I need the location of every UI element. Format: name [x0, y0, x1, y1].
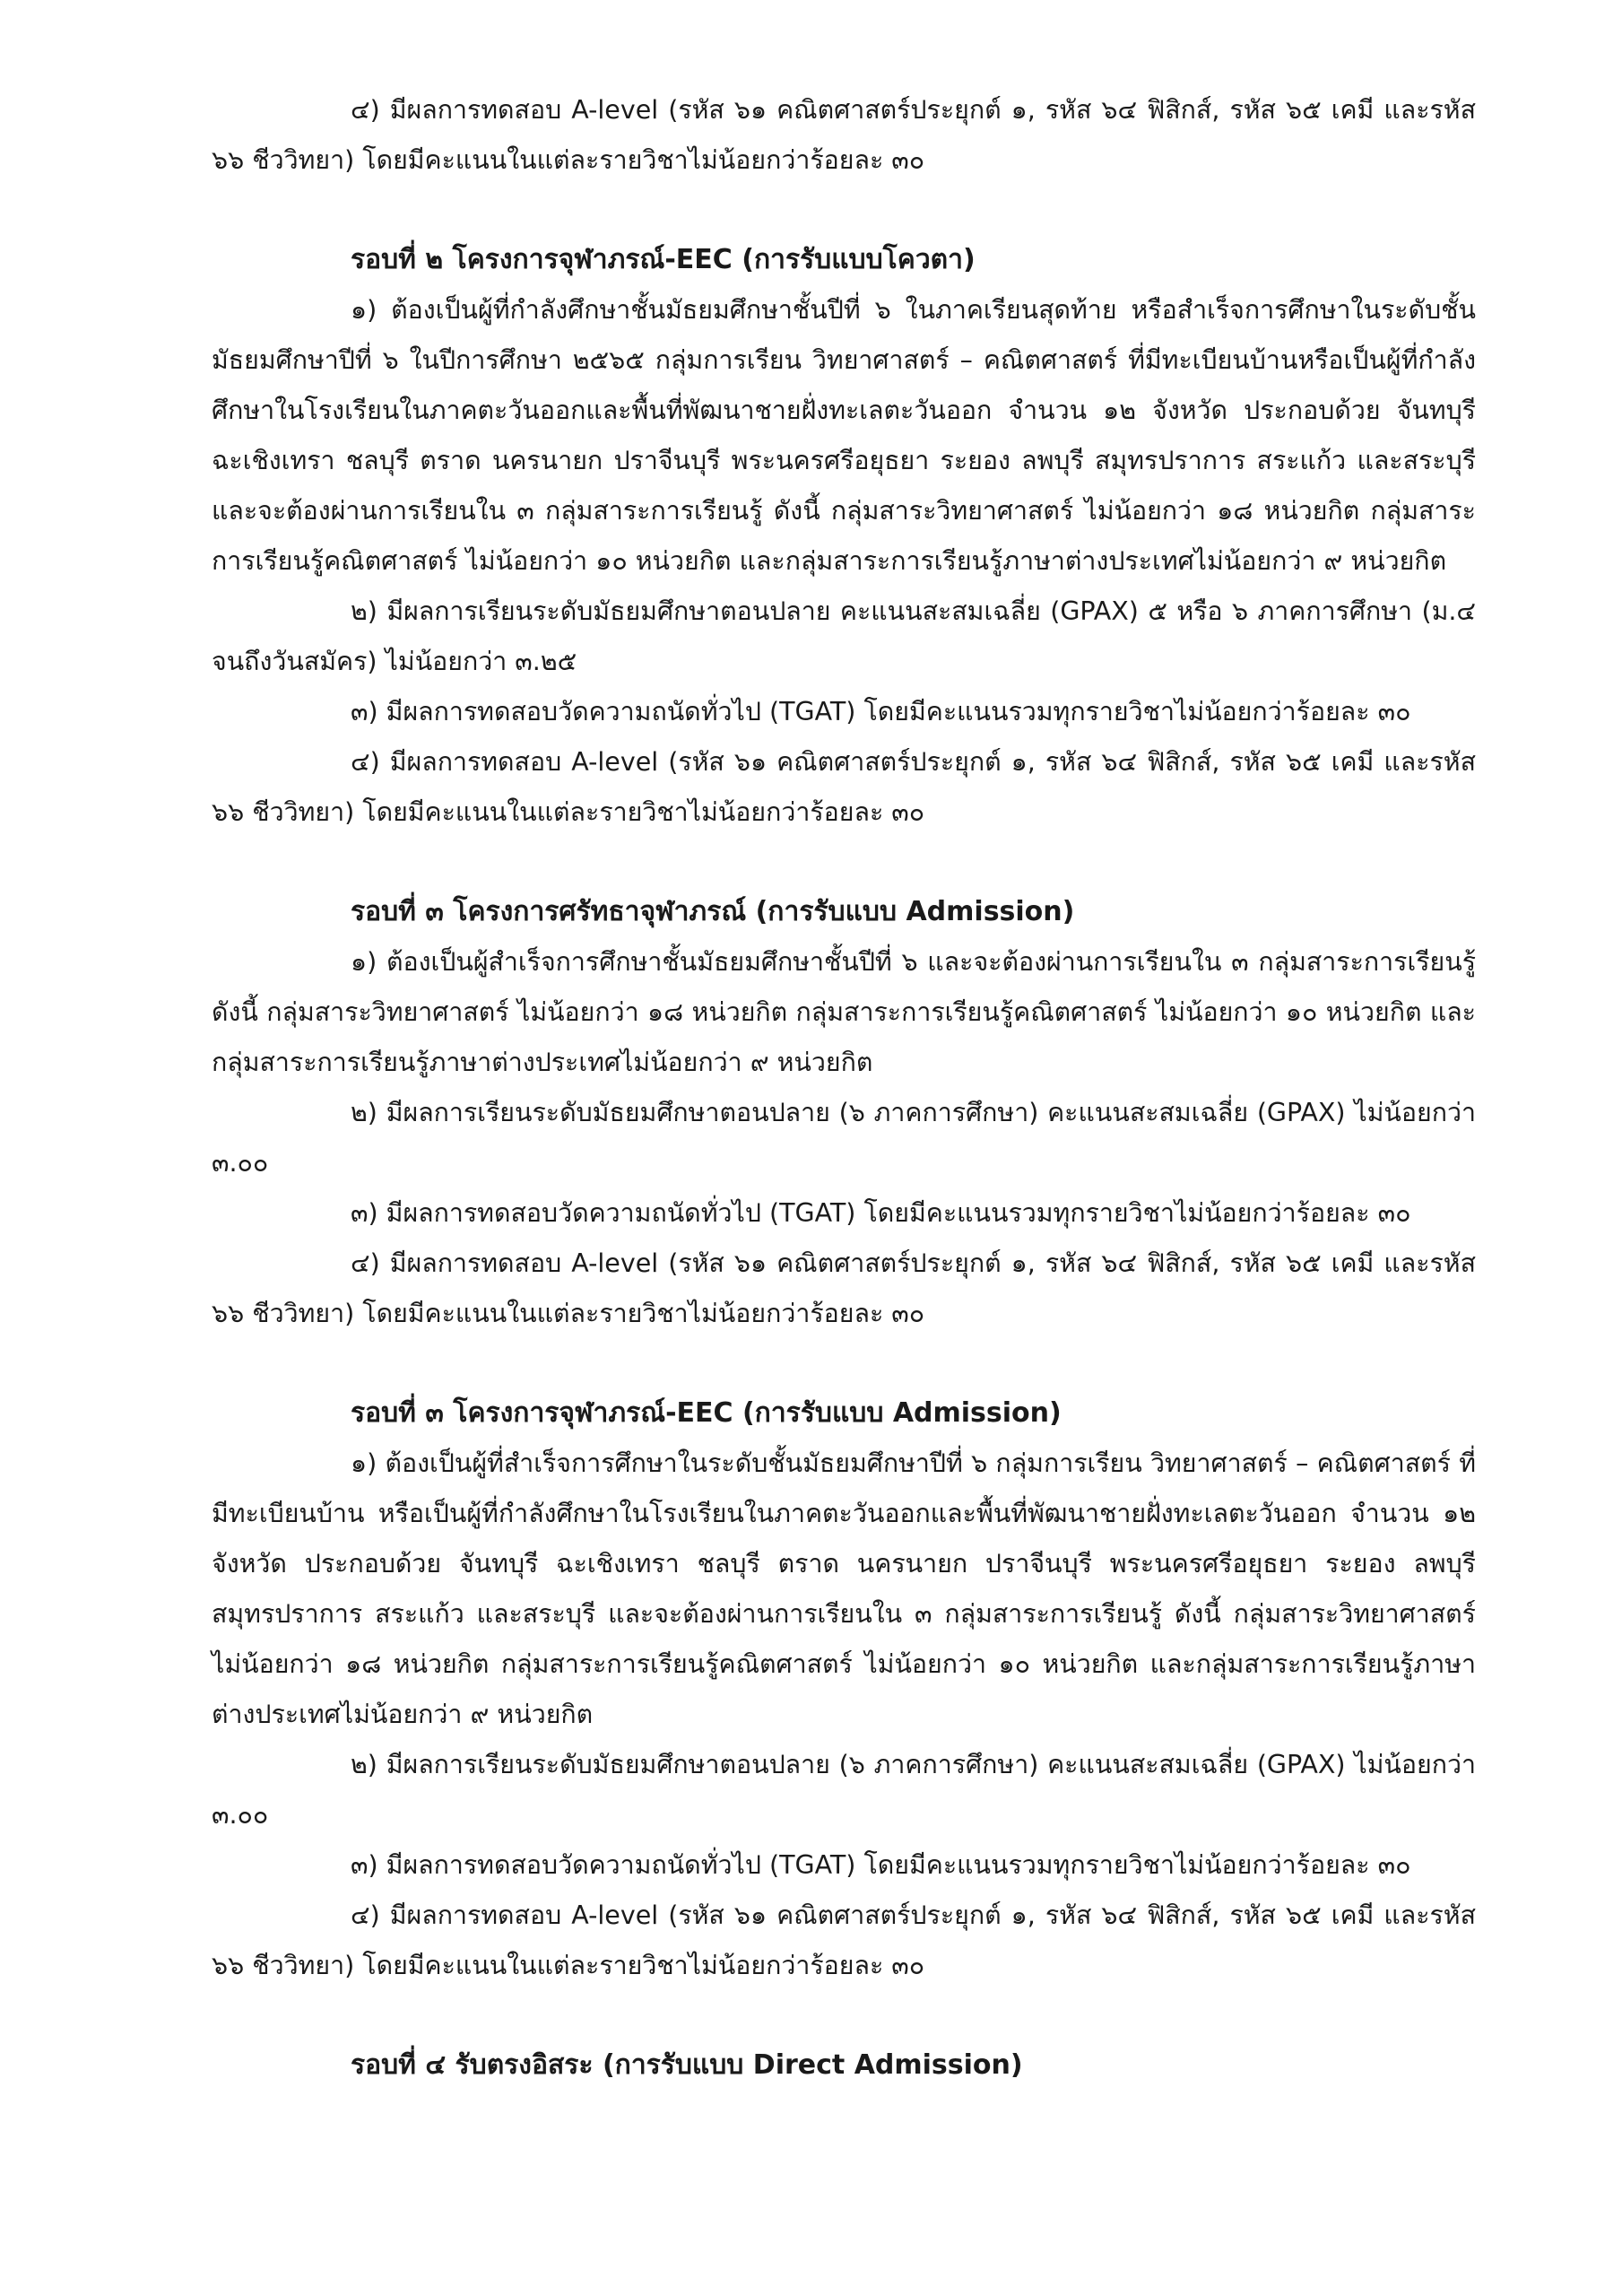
section-heading: รอบที่ ๒ โครงการจุฬาภรณ์-EEC (การรับแบบโควตา) [351, 244, 976, 275]
section-heading: รอบที่ ๓ โครงการศรัทธาจุฬาภรณ์ (การรับแบบ Admission) [351, 896, 1075, 927]
paragraph-round3a-item4: ๔) มีผลการทดสอบ A-level (รหัส ๖๑ คณิตศาสตร์ประยุกต์ ๑, รหัส ๖๔ ฟิสิกส์, รหัส ๖๕ เคมี และรหัส ๖๖ ชีววิทยา) โดยมีคะแนนในแต่ละรายวิชาไม่น้อยกว่าร้อยละ ๓๐ [212, 1248, 1476, 1328]
section-round-1-continued [212, 85, 1476, 186]
paragraph-round3a-item1: ๑) ต้องเป็นผู้สำเร็จการศึกษาชั้นมัธยมศึกษาชั้นปีที่ ๖ และจะต้องผ่านการเรียนใน ๓ กลุ่มสาระการเรียนรู้ ดังนี้ กลุ่มสาระวิทยาศาสตร์ ไม่น้อยกว่า ๑๘ หน่วยกิต กลุ่มสาระการเรียนรู้คณิตศาสตร์ ไม่น้อยกว่า ๑๐ หน่วยกิต และกลุ่มสาระการเรียนรู้ภาษาต่างประเทศไม่น้อยกว่า ๙ หน่วยกิต [212, 947, 1476, 1077]
section-round-4-direct-admission [212, 2040, 1476, 2091]
paragraph-round3b-item1: ๑) ต้องเป็นผู้ที่สำเร็จการศึกษาในระดับชั้นมัธยมศึกษาปีที่ ๖ กลุ่มการเรียน วิทยาศาสตร์ – คณิตศาสตร์ ที่มีทะเบียนบ้าน หรือเป็นผู้ที่กำลังศึกษาในโรงเรียนในภาคตะวันออกและพื้นที่พัฒนาชายฝั่งทะเลตะวันออก จำนวน ๑๒ จังหวัด ประกอบด้วย จันทบุรี ฉะเชิงเทรา ชลบุรี ตราด นครนายก ปราจีนบุรี พระนครศรีอยุธยา ระยอง ลพบุรี สมุทรปราการ สระแก้ว และสระบุรี และจะต้องผ่านการเรียนใน ๓ กลุ่มสาระการเรียนรู้ ดังนี้ กลุ่มสาระวิทยาศาสตร์ ไม่น้อยกว่า ๑๘ หน่วยกิต กลุ่มสาระการเรียนรู้คณิตศาสตร์ ไม่น้อยกว่า ๑๐ หน่วยกิต และกลุ่มสาระการเรียนรู้ภาษาต่างประเทศไม่น้อยกว่า ๙ หน่วยกิต [212, 1448, 1476, 1729]
paragraph-round3a-item2: ๒) มีผลการเรียนระดับมัธยมศึกษาตอนปลาย (๖ ภาคการศึกษา) คะแนนสะสมเฉลี่ย (GPAX) ไม่น้อยกว่า ๓.๐๐ [212, 1098, 1476, 1178]
paragraph-round3b-item3: ๓) มีผลการทดสอบวัดความถนัดทั่วไป (TGAT) โดยมีคะแนนรวมทุกรายวิชาไม่น้อยกว่าร้อยละ ๓๐ [351, 1850, 1411, 1880]
section-round-2-eec-quota [212, 235, 1476, 838]
paragraph-round3b-item4: ๔) มีผลการทดสอบ A-level (รหัส ๖๑ คณิตศาสตร์ประยุกต์ ๑, รหัส ๖๔ ฟิสิกส์, รหัส ๖๕ เคมี และรหัส ๖๖ ชีววิทยา) โดยมีคะแนนในแต่ละรายวิชาไม่น้อยกว่าร้อยละ ๓๐ [212, 1900, 1476, 1980]
paragraph-round2-item4: ๔) มีผลการทดสอบ A-level (รหัส ๖๑ คณิตศาสตร์ประยุกต์ ๑, รหัส ๖๔ ฟิสิกส์, รหัส ๖๕ เคมี และรหัส ๖๖ ชีววิทยา) โดยมีคะแนนในแต่ละรายวิชาไม่น้อยกว่าร้อยละ ๓๐ [212, 747, 1476, 827]
paragraph-round2-item1: ๑) ต้องเป็นผู้ที่กำลังศึกษาชั้นมัธยมศึกษาชั้นปีที่ ๖ ในภาคเรียนสุดท้าย หรือสำเร็จการศึกษาในระดับชั้นมัธยมศึกษาปีที่ ๖ ในปีการศึกษา ๒๕๖๕ กลุ่มการเรียน วิทยาศาสตร์ – คณิตศาสตร์ ที่มีทะเบียนบ้านหรือเป็นผู้ที่กำลังศึกษาในโรงเรียนในภาคตะวันออกและพื้นที่พัฒนาชายฝั่งทะเลตะวันออก จำนวน ๑๒ จังหวัด ประกอบด้วย จันทบุรี ฉะเชิงเทรา ชลบุรี ตราด นครนายก ปราจีนบุรี พระนครศรีอยุธยา ระยอง ลพบุรี สมุทรปราการ สระแก้ว และสระบุรี และจะต้องผ่านการเรียนใน ๓ กลุ่มสาระการเรียนรู้ ดังนี้ กลุ่มสาระวิทยาศาสตร์ ไม่น้อยกว่า ๑๘ หน่วยกิต กลุ่มสาระการเรียนรู้คณิตศาสตร์ ไม่น้อยกว่า ๑๐ หน่วยกิต และกลุ่มสาระการเรียนรู้ภาษาต่างประเทศไม่น้อยกว่า ๙ หน่วยกิต [212, 295, 1476, 576]
section-round-3-sattha-admission [212, 887, 1476, 1339]
paragraph-round1-item4: ๔) มีผลการทดสอบ A-level (รหัส ๖๑ คณิตศาสตร์ประยุกต์ ๑, รหัส ๖๔ ฟิสิกส์, รหัส ๖๕ เคมี และรหัส ๖๖ ชีววิทยา) โดยมีคะแนนในแต่ละรายวิชาไม่น้อยกว่าร้อยละ ๓๐ [212, 95, 1476, 175]
paragraph-round3a-item3: ๓) มีผลการทดสอบวัดความถนัดทั่วไป (TGAT) โดยมีคะแนนรวมทุกรายวิชาไม่น้อยกว่าร้อยละ ๓๐ [351, 1198, 1411, 1228]
section-heading: รอบที่ ๔ รับตรงอิสระ (การรับแบบ Direct Admission) [351, 2049, 1023, 2081]
paragraph-round3b-item2: ๒) มีผลการเรียนระดับมัธยมศึกษาตอนปลาย (๖ ภาคการศึกษา) คะแนนสะสมเฉลี่ย (GPAX) ไม่น้อยกว่า ๓.๐๐ [212, 1750, 1476, 1830]
section-heading: รอบที่ ๓ โครงการจุฬาภรณ์-EEC (การรับแบบ Admission) [351, 1397, 1062, 1429]
section-round-3-eec-admission [212, 1388, 1476, 1991]
paragraph-round2-item2: ๒) มีผลการเรียนระดับมัธยมศึกษาตอนปลาย คะแนนสะสมเฉลี่ย (GPAX) ๕ หรือ ๖ ภาคการศึกษา (ม.๔ จนถึงวันสมัคร) ไม่น้อยกว่า ๓.๒๕ [212, 596, 1476, 676]
paragraph-round2-item3: ๓) มีผลการทดสอบวัดความถนัดทั่วไป (TGAT) โดยมีคะแนนรวมทุกรายวิชาไม่น้อยกว่าร้อยละ ๓๐ [351, 697, 1411, 726]
